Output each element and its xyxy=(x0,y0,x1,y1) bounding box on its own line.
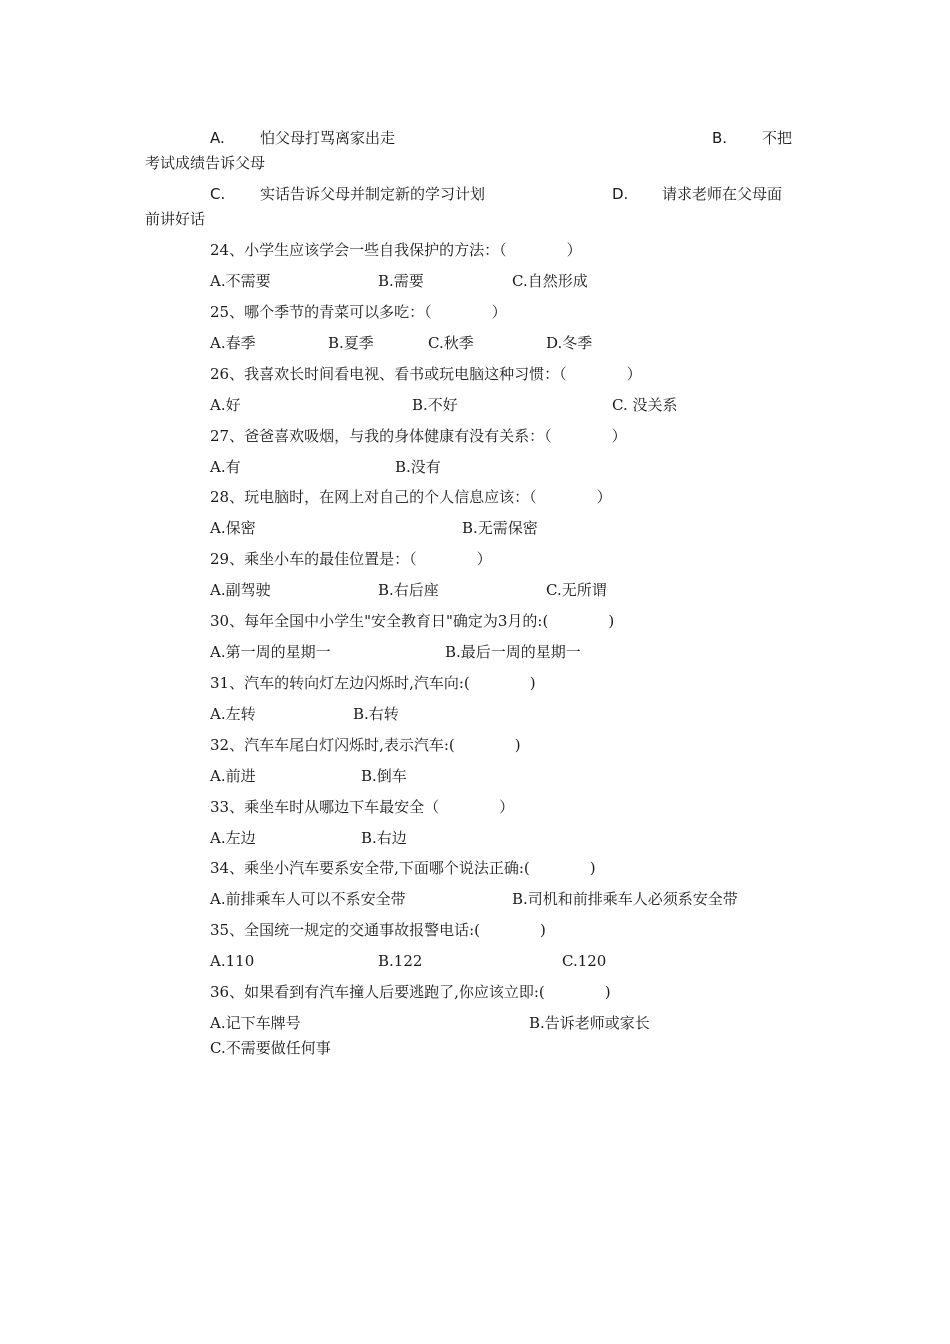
q23-option-d-text: 请求老师在父母面 xyxy=(662,185,783,203)
question-34: 34、乘坐小汽车要系安全带,下面哪个说法正确:( ) xyxy=(210,859,596,877)
q36-option-a: A.记下车牌号 xyxy=(210,1014,301,1032)
q31-option-a: A.左转 xyxy=(210,705,256,723)
q33-option-b: B.右边 xyxy=(361,829,407,847)
question-28: 28、玩电脑时，在网上对自己的个人信息应该：（ ） xyxy=(210,488,612,506)
q28-option-b: B.无需保密 xyxy=(462,519,538,537)
question-36: 36、如果看到有汽车撞人后要逃跑了,你应该立即:( ) xyxy=(210,983,611,1001)
q23-option-d-continued: 前讲好话 xyxy=(145,210,206,228)
q25-option-c: C.秋季 xyxy=(428,334,474,352)
question-33: 33、乘坐车时从哪边下车最安全（ ） xyxy=(210,798,515,816)
q25-option-b: B.夏季 xyxy=(328,334,374,352)
q36-option-b: B.告诉老师或家长 xyxy=(529,1014,650,1032)
q23-option-c-text: 实话告诉父母并制定新的学习计划 xyxy=(260,185,486,203)
q23-option-d xyxy=(612,184,782,204)
q26-option-b: B.不好 xyxy=(412,396,458,414)
q26-option-a: A.好 xyxy=(210,396,241,414)
q32-option-b: B.倒车 xyxy=(361,767,407,785)
q23-option-c-letter: C. xyxy=(210,185,226,203)
q25-option-d: D.冬季 xyxy=(546,334,593,352)
q23-option-c xyxy=(210,184,485,204)
question-31: 31、汽车的转向灯左边闪烁时,汽车向:( ) xyxy=(210,674,536,692)
q23-option-b-continued: 考试成绩告诉父母 xyxy=(145,154,266,172)
q27-option-a: A.有 xyxy=(210,458,241,476)
q23-option-a-letter: A. xyxy=(210,129,225,147)
q24-option-a: A.不需要 xyxy=(210,272,271,290)
q29-option-c: C.无所谓 xyxy=(546,581,607,599)
q36-option-c: C.不需要做任何事 xyxy=(210,1039,331,1057)
q23-option-a xyxy=(210,128,395,148)
q25-option-a: A.春季 xyxy=(210,334,256,352)
q23-option-b xyxy=(712,128,792,148)
q32-option-a: A.前进 xyxy=(210,767,256,785)
q35-option-b: B.122 xyxy=(378,952,423,970)
q26-option-c: C. 没关系 xyxy=(612,396,678,414)
q30-option-b: B.最后一周的星期一 xyxy=(445,643,581,661)
q24-option-c: C.自然形成 xyxy=(512,272,588,290)
q35-option-a: A.110 xyxy=(210,952,255,970)
question-27: 27、爸爸喜欢吸烟，与我的身体健康有没有关系：（ ） xyxy=(210,427,627,445)
q27-option-b: B.没有 xyxy=(395,458,441,476)
question-30: 30、每年全国中小学生"安全教育日"确定为3月的:( ) xyxy=(210,612,615,630)
q29-option-b: B.右后座 xyxy=(378,581,439,599)
q23-option-b-text: 不把 xyxy=(762,129,793,147)
q34-option-a: A.前排乘车人可以不系安全带 xyxy=(210,890,406,908)
question-25: 25、哪个季节的青菜可以多吃：（ ） xyxy=(210,303,507,321)
q23-option-b-letter: B. xyxy=(712,129,728,147)
question-29: 29、乘坐小车的最佳位置是：（ ） xyxy=(210,550,492,568)
question-26: 26、我喜欢长时间看电视、看书或玩电脑这种习惯：（ ） xyxy=(210,365,642,383)
question-32: 32、汽车车尾白灯闪烁时,表示汽车:( ) xyxy=(210,736,521,754)
q29-option-a: A.副驾驶 xyxy=(210,581,271,599)
q33-option-a: A.左边 xyxy=(210,829,256,847)
q23-option-a-text: 怕父母打骂离家出走 xyxy=(260,129,396,147)
q34-option-b: B.司机和前排乘车人必须系安全带 xyxy=(512,890,738,908)
q28-option-a: A.保密 xyxy=(210,519,256,537)
question-35: 35、全国统一规定的交通事故报警电话:( ) xyxy=(210,921,546,939)
q31-option-b: B.右转 xyxy=(353,705,399,723)
q23-option-d-letter: D. xyxy=(612,185,629,203)
question-24: 24、小学生应该学会一些自我保护的方法：（ ） xyxy=(210,241,582,259)
q35-option-c: C.120 xyxy=(562,952,607,970)
q24-option-b: B.需要 xyxy=(378,272,424,290)
q30-option-a: A.第一周的星期一 xyxy=(210,643,331,661)
